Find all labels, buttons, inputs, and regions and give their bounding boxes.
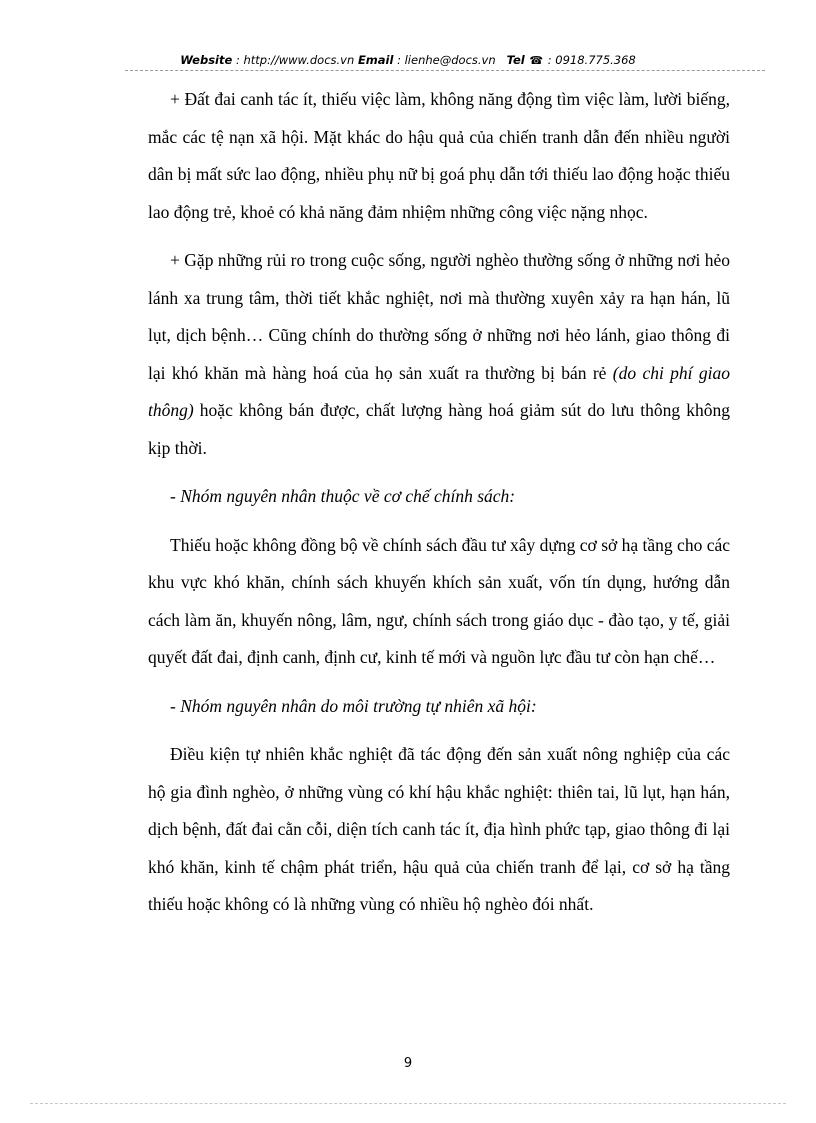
website-separator: : — [232, 53, 244, 67]
tel-number: 0918.775.368 — [555, 53, 636, 67]
paragraph-risks-text-1: + Gặp những rủi ro trong cuộc sống, người nghèo thường sống ở những nơi hẻo lánh xa trung tâm, thời tiết khắc nghiệt, nơi mà thường xuyên xảy ra hạn hán, lũ lụt, dịch bệnh… Cũng chính do thường sống ở những nơi hẻo lánh, giao thông đi lại khó khăn mà hàng hoá của họ sản xuất ra thường bị bán rẻ — [148, 250, 730, 383]
website-link[interactable]: http://www.docs.vn — [243, 53, 355, 67]
paragraph-risks-italic: (do chi phí giao thông) — [148, 362, 730, 420]
page-header — [0, 50, 816, 70]
paragraph-risks-text-2: hoặc không bán được, chất lượng hàng hoá giảm sút do lưu thông không kịp thời. — [148, 400, 730, 458]
tel-label: Tel — [506, 53, 525, 67]
page-number: 9 — [403, 1056, 413, 1071]
phone-icon: ☎ — [529, 54, 544, 67]
email-label: Email — [357, 53, 394, 67]
heading-environment-causes: - Nhóm nguyên nhân do môi trường tự nhiên xã hội: — [170, 695, 537, 716]
email-separator: : — [393, 53, 405, 67]
website-label: Website — [180, 53, 233, 67]
header-divider — [125, 70, 765, 71]
heading-policy-causes: - Nhóm nguyên nhân thuộc về cơ chế chính sách: — [170, 486, 516, 506]
document-body — [148, 81, 730, 924]
paragraph-policy: Thiếu hoặc không đồng bộ về chính sách đầu tư xây dựng cơ sở hạ tầng cho các khu vực khó khăn, chính sách khuyến khích sản xuất, vốn tín dụng, hướng dẫn cách làm ăn, khuyến nông, lâm, ngư, chính sách trong giáo dục - đào tạo, y tế, giải quyết đất đai, định canh, định cư, kinh tế mới và nguồn lực đầu tư còn hạn chế… — [148, 534, 730, 667]
paragraph-environment: Điều kiện tự nhiên khắc nghiệt đã tác động đến sản xuất nông nghiệp của các hộ gia đình nghèo, ở những vùng có khí hậu khắc nghiệt: thiên tai, lũ lụt, hạn hán, dịch bệnh, đất đai cằn cỗi, diện tích canh tác ít, địa hình phức tạp, giao thông đi lại khó khăn, kinh tế chậm phát triển, hậu quả của chiến tranh để lại, cơ sở hạ tầng thiếu hoặc không có là những vùng có nhiều hộ nghèo đói nhất. — [148, 744, 730, 914]
page-bottom-divider — [30, 1103, 786, 1104]
paragraph-risks — [148, 242, 730, 467]
email-link[interactable]: lienhe@docs.vn — [404, 53, 496, 67]
paragraph-land-labor: + Đất đai canh tác ít, thiếu việc làm, không năng động tìm việc làm, lười biếng, mắc các tệ nạn xã hội. Mặt khác do hậu quả của chiến tranh dẫn đến nhiều người dân bị mất sức lao động, nhiều phụ nữ bị goá phụ dẫn tới thiếu lao động hoặc thiếu lao động trẻ, khoẻ có khả năng đảm nhiệm những công việc nặng nhọc. — [148, 89, 730, 222]
tel-separator: : — [544, 53, 556, 67]
